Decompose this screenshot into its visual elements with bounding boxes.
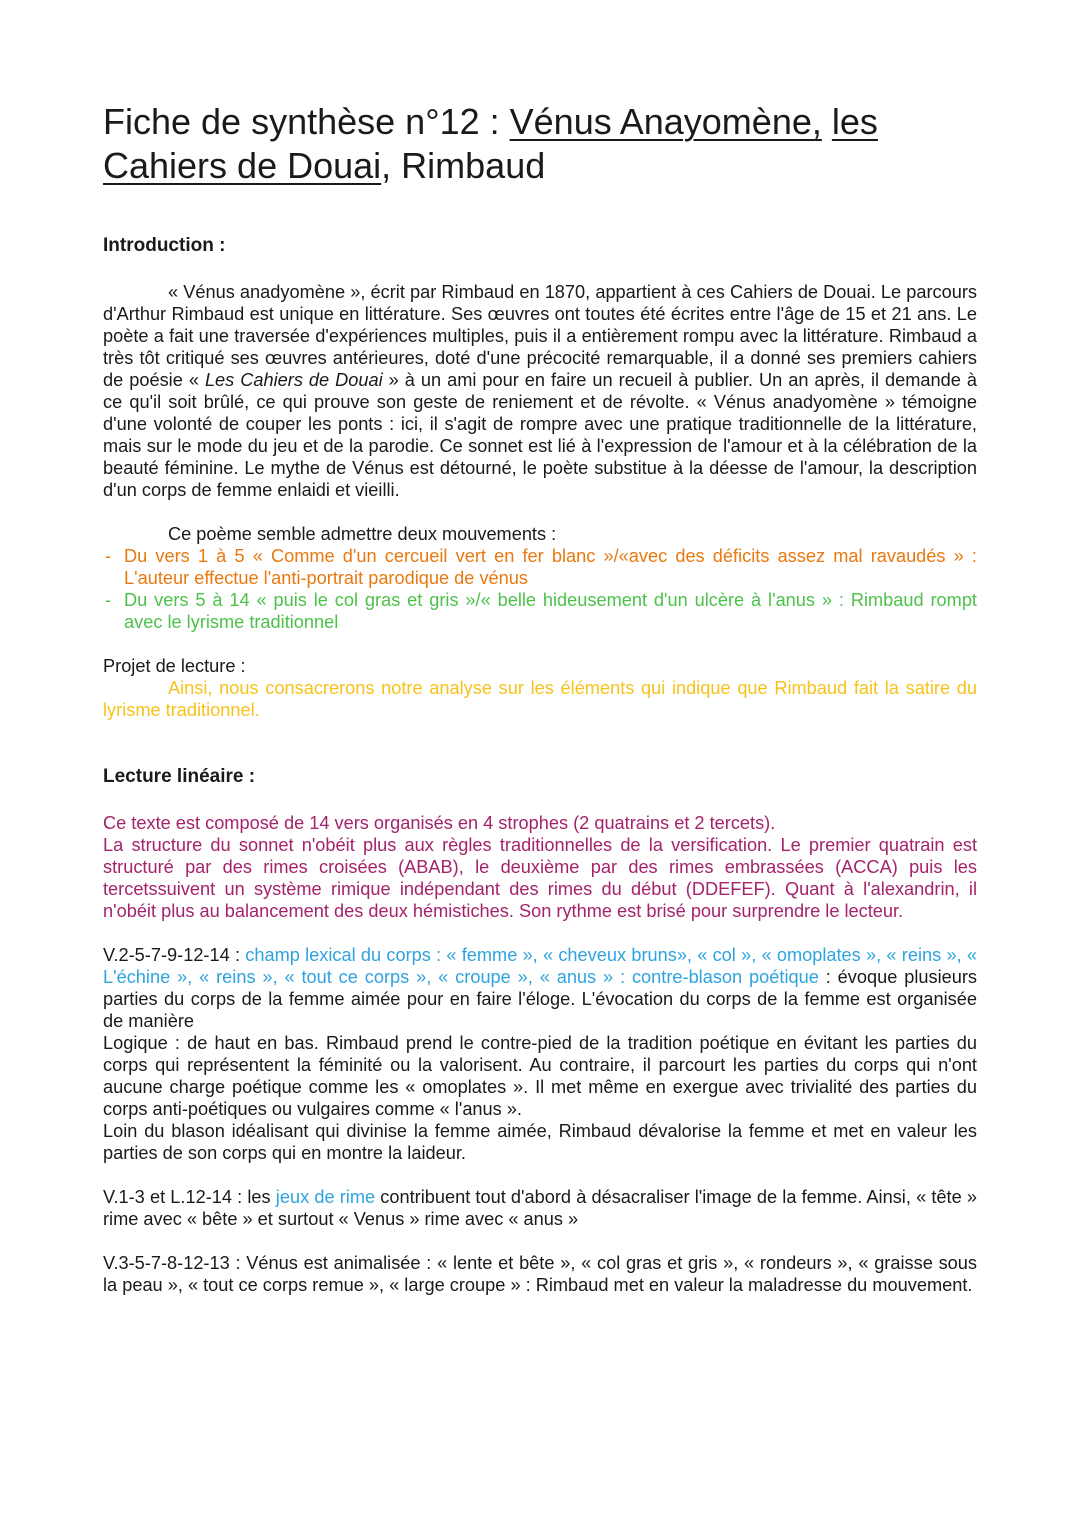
movement-item-2: - Du vers 5 à 14 « puis le col gras et gris »/« belle hideusement d'un ulcère à l'anus » : Rimbaud rompt avec le lyrisme traditionnel xyxy=(103,589,977,633)
corps-lexical-field: champ lexical du corps : « femme », « cheveux bruns», « col », « omoplates », « reins », « L'échine », « reins », « tout ce corps », « croupe », « anus » : contre-blason poétique xyxy=(103,945,977,987)
corps-paragraph xyxy=(103,944,977,1032)
title-work-part2: les xyxy=(831,101,878,142)
blason-paragraph: Loin du blason idéalisant qui divinise la femme aimée, Rimbaud dévalorise la femme et met en valeur les parties de son corps qui en montre la laideur. xyxy=(103,1121,977,1163)
corps-text: : évoque plusieurs parties du corps de la femme aimée pour en faire l'éloge. L'évocation du corps de la femme est organisée de manière xyxy=(103,967,977,1031)
introduction-paragraph xyxy=(103,281,977,501)
page-title xyxy=(103,100,977,188)
structure-paragraph: La structure du sonnet n'obéit plus aux règles traditionnelles de la versification. Le premier quatrain est structuré par des rimes croisées (ABAB), le deuxième par des rimes embrassées (ACCA) puis les tercetssuivent un système rimique indépendant des rimes du début (DDEFEF). Quant à l'alexandrin, il n'obéit plus au balancement des deux hémistiches. Son rythme est brisé pour surprendre le lecteur. xyxy=(103,835,977,921)
intro-italic-title: Les Cahiers de Douai xyxy=(204,370,383,390)
introduction-heading: Introduction : xyxy=(103,235,226,256)
rime-text: contribuent tout d'abord à désacraliser l'image de la femme. Ainsi, « tête » rime avec « bête » et surtout « Venus » rime avec « anus » xyxy=(103,1187,977,1229)
rime-ref: V.1-3 et L.12-14 : les xyxy=(103,1187,276,1207)
intro-text-b: » à un ami pour en faire un recueil à publier. Un an après, il demande à ce qu'il soit brûlé, ce qui prouve son geste de reniement et de révolte. « Vénus anadyomène » témoigne d'une volonté de couper les ponts : ici, il s'agit de rompre avec une pratique traditionnelle de la littérature, mais sur le mode du jeu et de la parodie. Ce sonnet est lié à l'expression de l'amour et à la célébration de la beauté féminine. Le mythe de Vénus est détourné, le poète substitue à la déesse de l'amour, la description d'un corps de femme enlaidi et vieilli. xyxy=(103,370,977,500)
projet-label: Projet de lecture : xyxy=(103,656,246,676)
intro-text-a: « Vénus anadyomène », écrit par Rimbaud en 1870, appartient à ces Cahiers de Douai. Le parcours d'Arthur Rimbaud est unique en littérature. Ses œuvres ont toutes été écrites entre l'âge de 15 et 21 ans. Le poète a fait une traversée d'expériences multiples, puis il a entièrement rompu avec la littérature. Rimbaud a très tôt critiqué ses œuvres antérieures, doté d'une précocité remarquable, il a donné ses premiers cahiers de poésie « xyxy=(103,282,977,390)
movements-list xyxy=(103,545,977,633)
projet-text: Ainsi, nous consacrerons notre analyse sur les éléments qui indique que Rimbaud fait la satire du lyrisme traditionnel. xyxy=(103,678,977,720)
title-prefix: Fiche de synthèse n°12 : xyxy=(103,101,510,142)
document-page xyxy=(103,100,977,1296)
animal-paragraph: V.3-5-7-8-12-13 : Vénus est animalisée : « lente et bête », « col gras et gris », « rondeurs », « graisse sous la peau », « tout ce corps remue », « large croupe » : Rimbaud met en valeur la maladresse du mouvement. xyxy=(103,1253,977,1295)
rime-highlight: jeux de rime xyxy=(275,1187,376,1207)
movement-item-1: - Du vers 1 à 5 « Comme d'un cercueil vert en fer blanc »/«avec des déficits assez mal ravaudés » : L'auteur effectue l'anti-portrait parodique de vénus xyxy=(103,545,977,589)
title-suffix: , Rimbaud xyxy=(381,145,546,186)
title-work-part1: Vénus Anayomène, xyxy=(509,101,822,142)
corps-ref: V.2-5-7-9-12-14 : xyxy=(103,945,246,965)
structure-line-1: Ce texte est composé de 14 vers organisés en 4 strophes (2 quatrains et 2 tercets). xyxy=(103,813,776,833)
movements-intro: Ce poème semble admettre deux mouvements : xyxy=(168,524,557,544)
rime-paragraph xyxy=(103,1186,977,1230)
title-work-part3: Cahiers de Douai xyxy=(103,145,382,186)
logique-paragraph: Logique : de haut en bas. Rimbaud prend le contre-pied de la tradition poétique en évitant les parties du corps qui représentent la féminité ou la valorisent. Au contraire, il parcourt les parties du corps qui n'ont aucune charge poétique comme les « omoplates ». Il met même en exergue avec trivialité des parties du corps anti-poétiques ou vulgaires comme « l'anus ». xyxy=(103,1033,977,1119)
lecture-heading: Lecture linéaire : xyxy=(103,766,256,787)
